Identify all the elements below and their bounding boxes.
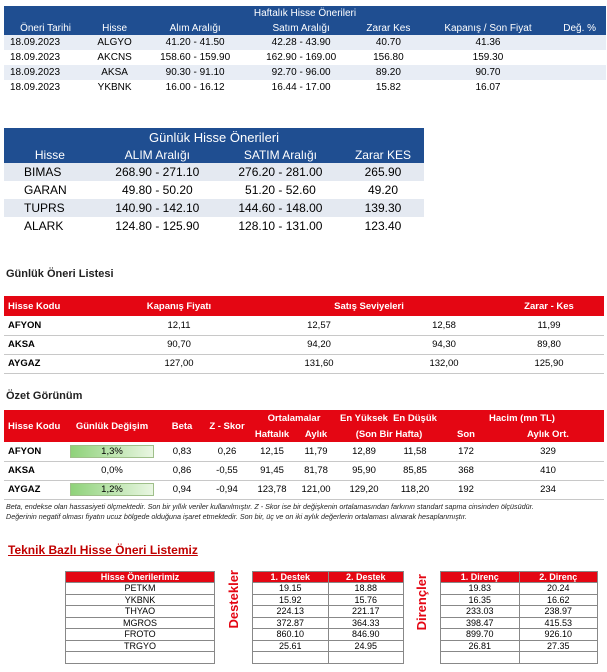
- summary-beta: 0,86: [160, 461, 204, 480]
- tek-stocks-header: Hisse Önerilerimiz: [66, 572, 215, 583]
- tek-stock: THYAO: [66, 606, 215, 618]
- support-value: 221.17: [328, 606, 404, 618]
- table-row: [253, 617, 404, 629]
- table-row: [4, 163, 424, 181]
- weekly-cell: AKCNS: [87, 50, 142, 65]
- list-cell: 94,30: [394, 335, 494, 354]
- sum-col-low: En Düşük: [390, 410, 440, 426]
- summary-high: 12,89: [338, 442, 390, 461]
- daily-cell: 124.80 - 125.90: [96, 217, 219, 235]
- summary-title: Özet Görünüm: [6, 390, 83, 402]
- daily-col-header: Zarar KES: [342, 146, 424, 163]
- daily-change-cell: [64, 442, 160, 461]
- table-row: [4, 442, 604, 461]
- summary-table: [4, 410, 604, 500]
- resistance-col-2: 2. Direnç: [519, 572, 598, 583]
- sum-col-averages: Ortalamalar: [250, 410, 338, 426]
- weekly-cell: [553, 65, 606, 80]
- tek-stock: TRGYO: [66, 640, 215, 652]
- weekly-cell: 15.82: [354, 80, 423, 95]
- summary-low: 85,85: [390, 461, 440, 480]
- list-cell: 94,20: [244, 335, 394, 354]
- daily-cell: 140.90 - 142.10: [96, 199, 219, 217]
- col-close: Kapanış Fiyatı: [114, 296, 244, 316]
- support-value: 372.87: [253, 617, 329, 629]
- list-cell: AKSA: [4, 335, 114, 354]
- summary-avg: 234: [492, 480, 604, 499]
- weekly-title: Haftalık Hisse Önerileri: [4, 6, 606, 21]
- table-row: [253, 594, 404, 606]
- weekly-cell: 90.70: [423, 65, 554, 80]
- table-row: [4, 50, 606, 65]
- tek-stock: YKBNK: [66, 594, 215, 606]
- table-row: [253, 640, 404, 652]
- weekly-cell: 159.30: [423, 50, 554, 65]
- weekly-cell: 41.36: [423, 35, 554, 50]
- table-row: [66, 629, 215, 641]
- summary-note-2: Değerinin negatif olması fiyatın ucuz bölgede olduğuna işaret etmektedir. Son bir, üç ve on iki aylık değerlerin ortalaması alınarak hesaplanmıştır.: [6, 512, 467, 521]
- daily-col-header: Hisse: [4, 146, 96, 163]
- summary-w: 123,78: [250, 480, 294, 499]
- weekly-cell: 90.30 - 91.10: [142, 65, 248, 80]
- support-value: 15.76: [328, 594, 404, 606]
- list-cell: AYGAZ: [4, 354, 114, 373]
- tek-stock: FROTO: [66, 629, 215, 641]
- table-row: [4, 65, 606, 80]
- weekly-cell: 16.07: [423, 80, 554, 95]
- table-row: [4, 316, 604, 335]
- table-row: [441, 617, 598, 629]
- table-row: [441, 652, 598, 664]
- support-levels-table: [252, 571, 404, 664]
- weekly-cell: 18.09.2023: [4, 50, 87, 65]
- resistances-label: Dirençler: [414, 574, 429, 631]
- list-cell: 132,00: [394, 354, 494, 373]
- support-col-2: 2. Destek: [328, 572, 404, 583]
- table-row: [4, 354, 604, 373]
- weekly-cell: [553, 50, 606, 65]
- support-value: 224.13: [253, 606, 329, 618]
- daily-cell: 49.20: [342, 181, 424, 199]
- support-value: [253, 652, 329, 664]
- table-row: [66, 583, 215, 595]
- daily-cell: TUPRS: [4, 199, 96, 217]
- list-cell: 12,57: [244, 316, 394, 335]
- sum-col-last-week: (Son Bir Hafta): [338, 426, 440, 442]
- weekly-cell: 16.00 - 16.12: [142, 80, 248, 95]
- summary-last: 172: [440, 442, 492, 461]
- table-row: [4, 335, 604, 354]
- summary-last: 192: [440, 480, 492, 499]
- weekly-col-header: Kapanış / Son Fiyat: [423, 21, 554, 35]
- resistance-value: 27.35: [519, 640, 598, 652]
- weekly-cell: 158.60 - 159.90: [142, 50, 248, 65]
- daily-recommendations-table: [4, 128, 424, 235]
- sum-col-vol-avg: Aylık Ort.: [492, 426, 604, 442]
- daily-change-value: 1,2%: [70, 483, 154, 496]
- summary-low: 11,58: [390, 442, 440, 461]
- summary-beta: 0,94: [160, 480, 204, 499]
- col-sell-levels: Satış Seviyeleri: [244, 296, 494, 316]
- table-row: [253, 629, 404, 641]
- table-row: [66, 652, 215, 664]
- list-cell: 11,99: [494, 316, 604, 335]
- support-value: 860.10: [253, 629, 329, 641]
- weekly-cell: 18.09.2023: [4, 35, 87, 50]
- daily-change-value: 1,3%: [70, 445, 154, 458]
- resistance-value: 26.81: [441, 640, 520, 652]
- tek-stock: [66, 652, 215, 664]
- support-value: [328, 652, 404, 664]
- daily-cell: 139.30: [342, 199, 424, 217]
- summary-high: 95,90: [338, 461, 390, 480]
- daily-cell: 49.80 - 50.20: [96, 181, 219, 199]
- list-cell: 89,80: [494, 335, 604, 354]
- resistance-value: 16.35: [441, 594, 520, 606]
- col-code: Hisse Kodu: [4, 296, 114, 316]
- daily-change-cell: [64, 480, 160, 499]
- summary-high: 129,20: [338, 480, 390, 499]
- daily-cell: 276.20 - 281.00: [219, 163, 342, 181]
- resistance-value: 415.53: [519, 617, 598, 629]
- resistance-col-1: 1. Direnç: [441, 572, 520, 583]
- list-cell: 125,90: [494, 354, 604, 373]
- support-value: 364.33: [328, 617, 404, 629]
- weekly-cell: 89.20: [354, 65, 423, 80]
- weekly-cell: YKBNK: [87, 80, 142, 95]
- summary-beta: 0,83: [160, 442, 204, 461]
- resistance-value: [441, 652, 520, 664]
- daily-cell: 268.90 - 271.10: [96, 163, 219, 181]
- list-cell: 12,11: [114, 316, 244, 335]
- resistance-value: [519, 652, 598, 664]
- weekly-recommendations-table: [4, 6, 606, 95]
- sum-col-vol-last: Son: [440, 426, 492, 442]
- support-value: 24.95: [328, 640, 404, 652]
- summary-code: AKSA: [4, 461, 64, 480]
- support-value: 25.61: [253, 640, 329, 652]
- weekly-cell: 41.20 - 41.50: [142, 35, 248, 50]
- resistance-value: 398.47: [441, 617, 520, 629]
- summary-last: 368: [440, 461, 492, 480]
- summary-z: 0,26: [204, 442, 250, 461]
- table-row: [4, 217, 424, 235]
- weekly-col-header: Değ. %: [553, 21, 606, 35]
- resistance-value: 238.97: [519, 606, 598, 618]
- weekly-cell: 42.28 - 43.90: [248, 35, 354, 50]
- daily-list-table: [4, 296, 604, 374]
- weekly-col-header: Öneri Tarihi: [4, 21, 87, 35]
- tek-stock: PETKM: [66, 583, 215, 595]
- col-stop-loss: Zarar - Kes: [494, 296, 604, 316]
- daily-title: Günlük Hisse Önerileri: [4, 128, 424, 146]
- summary-z: -0,94: [204, 480, 250, 499]
- resistance-levels-table: [440, 571, 598, 664]
- supports-label: Destekler: [226, 570, 241, 629]
- resistance-value: 16.62: [519, 594, 598, 606]
- daily-cell: 128.10 - 131.00: [219, 217, 342, 235]
- summary-code: AYGAZ: [4, 480, 64, 499]
- list-cell: 90,70: [114, 335, 244, 354]
- daily-change-cell: [64, 461, 160, 480]
- list-cell: AFYON: [4, 316, 114, 335]
- daily-cell: ALARK: [4, 217, 96, 235]
- table-row: [66, 606, 215, 618]
- weekly-cell: 18.09.2023: [4, 80, 87, 95]
- tek-stock: MGROS: [66, 617, 215, 629]
- list-cell: 127,00: [114, 354, 244, 373]
- table-row: [66, 594, 215, 606]
- list-cell: 12,58: [394, 316, 494, 335]
- support-value: 846.90: [328, 629, 404, 641]
- weekly-cell: 156.80: [354, 50, 423, 65]
- table-row: [4, 80, 606, 95]
- table-row: [4, 199, 424, 217]
- daily-cell: 265.90: [342, 163, 424, 181]
- sum-col-high: En Yüksek: [338, 410, 390, 426]
- table-row: [253, 583, 404, 595]
- daily-cell: GARAN: [4, 181, 96, 199]
- table-row: [4, 480, 604, 499]
- table-row: [441, 629, 598, 641]
- table-row: [441, 583, 598, 595]
- table-row: [253, 652, 404, 664]
- table-row: [4, 181, 424, 199]
- resistance-value: 899.70: [441, 629, 520, 641]
- weekly-cell: ALGYO: [87, 35, 142, 50]
- daily-col-header: SATIM Aralığı: [219, 146, 342, 163]
- summary-avg: 410: [492, 461, 604, 480]
- support-value: 18.88: [328, 583, 404, 595]
- table-row: [441, 640, 598, 652]
- weekly-col-header: Satım Aralığı: [248, 21, 354, 35]
- weekly-cell: 40.70: [354, 35, 423, 50]
- table-row: [66, 640, 215, 652]
- summary-m: 81,78: [294, 461, 338, 480]
- sum-col-code: Hisse Kodu: [4, 410, 64, 442]
- sum-col-z: Z - Skor: [204, 410, 250, 442]
- weekly-cell: AKSA: [87, 65, 142, 80]
- weekly-cell: 92.70 - 96.00: [248, 65, 354, 80]
- technical-stocks-table: [65, 571, 215, 664]
- summary-avg: 329: [492, 442, 604, 461]
- summary-w: 12,15: [250, 442, 294, 461]
- weekly-cell: 162.90 - 169.00: [248, 50, 354, 65]
- summary-code: AFYON: [4, 442, 64, 461]
- support-value: 15.92: [253, 594, 329, 606]
- daily-cell: 144.60 - 148.00: [219, 199, 342, 217]
- daily-cell: 51.20 - 52.60: [219, 181, 342, 199]
- resistance-value: 19.83: [441, 583, 520, 595]
- daily-change-value: 0,0%: [101, 465, 123, 476]
- resistance-value: 20.24: [519, 583, 598, 595]
- weekly-cell: 18.09.2023: [4, 65, 87, 80]
- daily-list-title: Günlük Öneri Listesi: [6, 268, 114, 280]
- weekly-col-header: Hisse: [87, 21, 142, 35]
- summary-m: 11,79: [294, 442, 338, 461]
- technical-list-title: Teknik Bazlı Hisse Öneri Listemiz: [8, 543, 198, 557]
- table-row: [66, 617, 215, 629]
- summary-note-1: Beta, endekse olan hassasiyeti ölçmektedir. Son bir yıllık veriler kullanılmıştır. Z - Skor ise bir değişkenin ortalamasından farkının standart sapma cinsinden ölçüsüdür.: [6, 502, 534, 511]
- resistance-value: 926.10: [519, 629, 598, 641]
- sum-col-weekly: Haftalık: [250, 426, 294, 442]
- sum-col-volume: Hacim (mn TL): [440, 410, 604, 426]
- summary-low: 118,20: [390, 480, 440, 499]
- sum-col-monthly: Aylık: [294, 426, 338, 442]
- daily-col-header: ALIM Aralığı: [96, 146, 219, 163]
- support-value: 19.15: [253, 583, 329, 595]
- summary-z: -0,55: [204, 461, 250, 480]
- resistance-value: 233.03: [441, 606, 520, 618]
- summary-m: 121,00: [294, 480, 338, 499]
- support-col-1: 1. Destek: [253, 572, 329, 583]
- summary-w: 91,45: [250, 461, 294, 480]
- sum-col-change: Günlük Değişim: [64, 410, 160, 442]
- table-row: [253, 606, 404, 618]
- table-row: [4, 461, 604, 480]
- table-row: [441, 594, 598, 606]
- daily-cell: 123.40: [342, 217, 424, 235]
- weekly-cell: [553, 80, 606, 95]
- table-row: [4, 35, 606, 50]
- sum-col-beta: Beta: [160, 410, 204, 442]
- weekly-cell: [553, 35, 606, 50]
- weekly-col-header: Zarar Kes: [354, 21, 423, 35]
- list-cell: 131,60: [244, 354, 394, 373]
- daily-cell: BIMAS: [4, 163, 96, 181]
- table-row: [441, 606, 598, 618]
- weekly-cell: 16.44 - 17.00: [248, 80, 354, 95]
- weekly-col-header: Alım Aralığı: [142, 21, 248, 35]
